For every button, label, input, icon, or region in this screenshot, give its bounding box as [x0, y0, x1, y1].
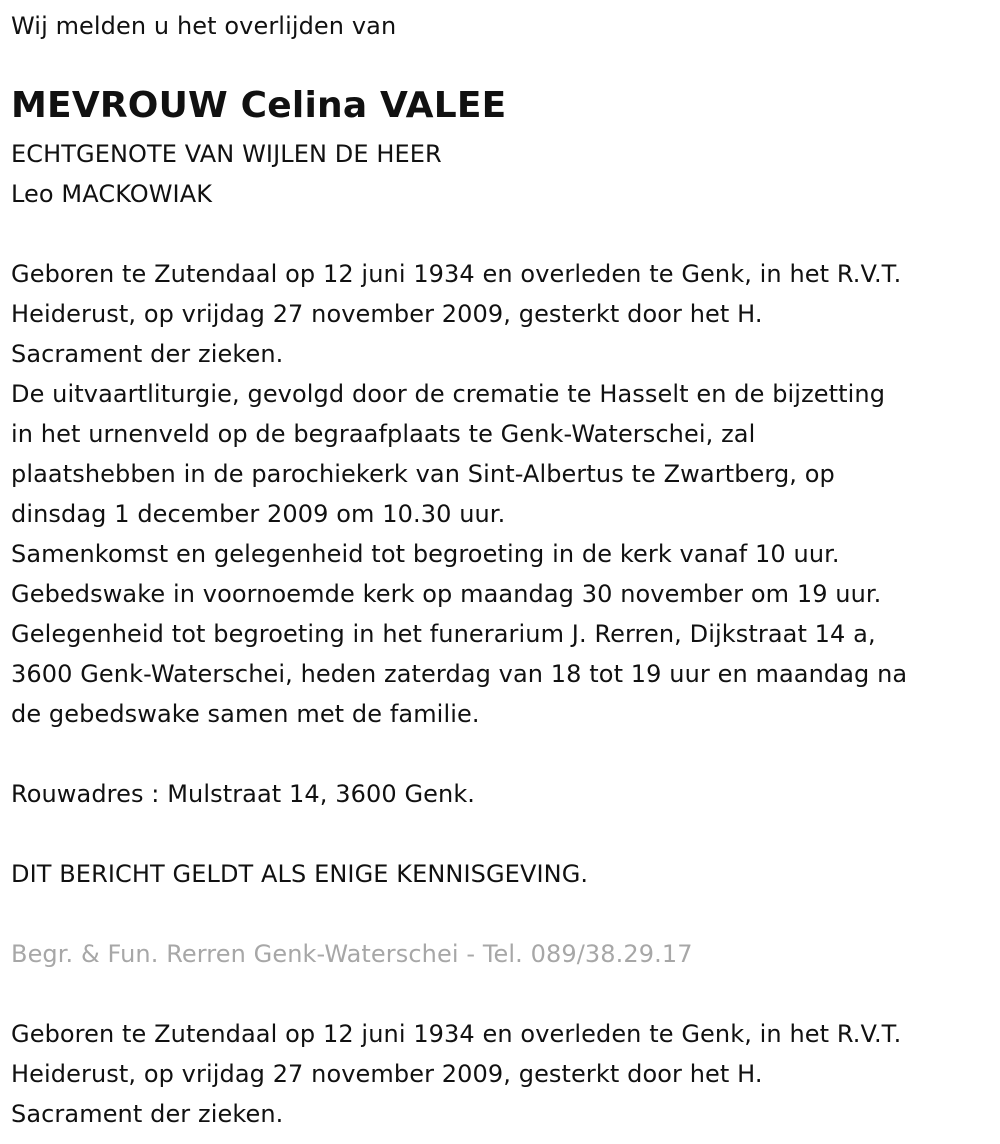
body-line: Geboren te Zutendaal op 12 juni 1934 en overleden te Genk, in het R.V.T. [11, 260, 902, 288]
intro-text: Wij melden u het overlijden van [11, 12, 397, 40]
body-line: Geboren te Zutendaal op 12 juni 1934 en overleden te Genk, in het R.V.T. [11, 1020, 902, 1048]
repeated-body-text [11, 1014, 901, 1134]
body-line: Gebedswake in voornoemde kerk op maandag 30 november om 19 uur. [11, 580, 882, 608]
body-text [11, 254, 907, 734]
spouse-line: ECHTGENOTE VAN WIJLEN DE HEER [11, 140, 442, 168]
body-line: De uitvaartliturgie, gevolgd door de crematie te Hasselt en de bijzetting [11, 380, 886, 408]
body-line: de gebedswake samen met de familie. [11, 700, 480, 728]
body-line: in het urnenveld op de begraafplaats te Genk-Waterschei, zal [11, 420, 756, 448]
funeral-home-contact: Begr. & Fun. Rerren Genk-Waterschei - Tel. 089/38.29.17 [11, 940, 693, 968]
spouse-name: Leo MACKOWIAK [11, 180, 213, 208]
deceased-name: MEVROUW Celina VALEE [11, 85, 507, 126]
mourning-address: Rouwadres : Mulstraat 14, 3600 Genk. [11, 780, 476, 808]
body-line: Heiderust, op vrijdag 27 november 2009, gesterkt door het H. [11, 300, 763, 328]
body-line: Sacrament der zieken. [11, 340, 284, 368]
body-line: Heiderust, op vrijdag 27 november 2009, gesterkt door het H. [11, 1060, 763, 1088]
body-line: plaatshebben in de parochiekerk van Sint-Albertus te Zwartberg, op [11, 460, 835, 488]
body-line: dinsdag 1 december 2009 om 10.30 uur. [11, 500, 506, 528]
body-line: 3600 Genk-Waterschei, heden zaterdag van 18 tot 19 uur en maandag na [11, 660, 908, 688]
body-line: Samenkomst en gelegenheid tot begroeting in de kerk vanaf 10 uur. [11, 540, 840, 568]
spouse-block [11, 134, 442, 214]
announcement-text: DIT BERICHT GELDT ALS ENIGE KENNISGEVING. [11, 860, 589, 888]
body-line: Gelegenheid tot begroeting in het funerarium J. Rerren, Dijkstraat 14 a, [11, 620, 876, 648]
body-line: Sacrament der zieken. [11, 1100, 284, 1128]
